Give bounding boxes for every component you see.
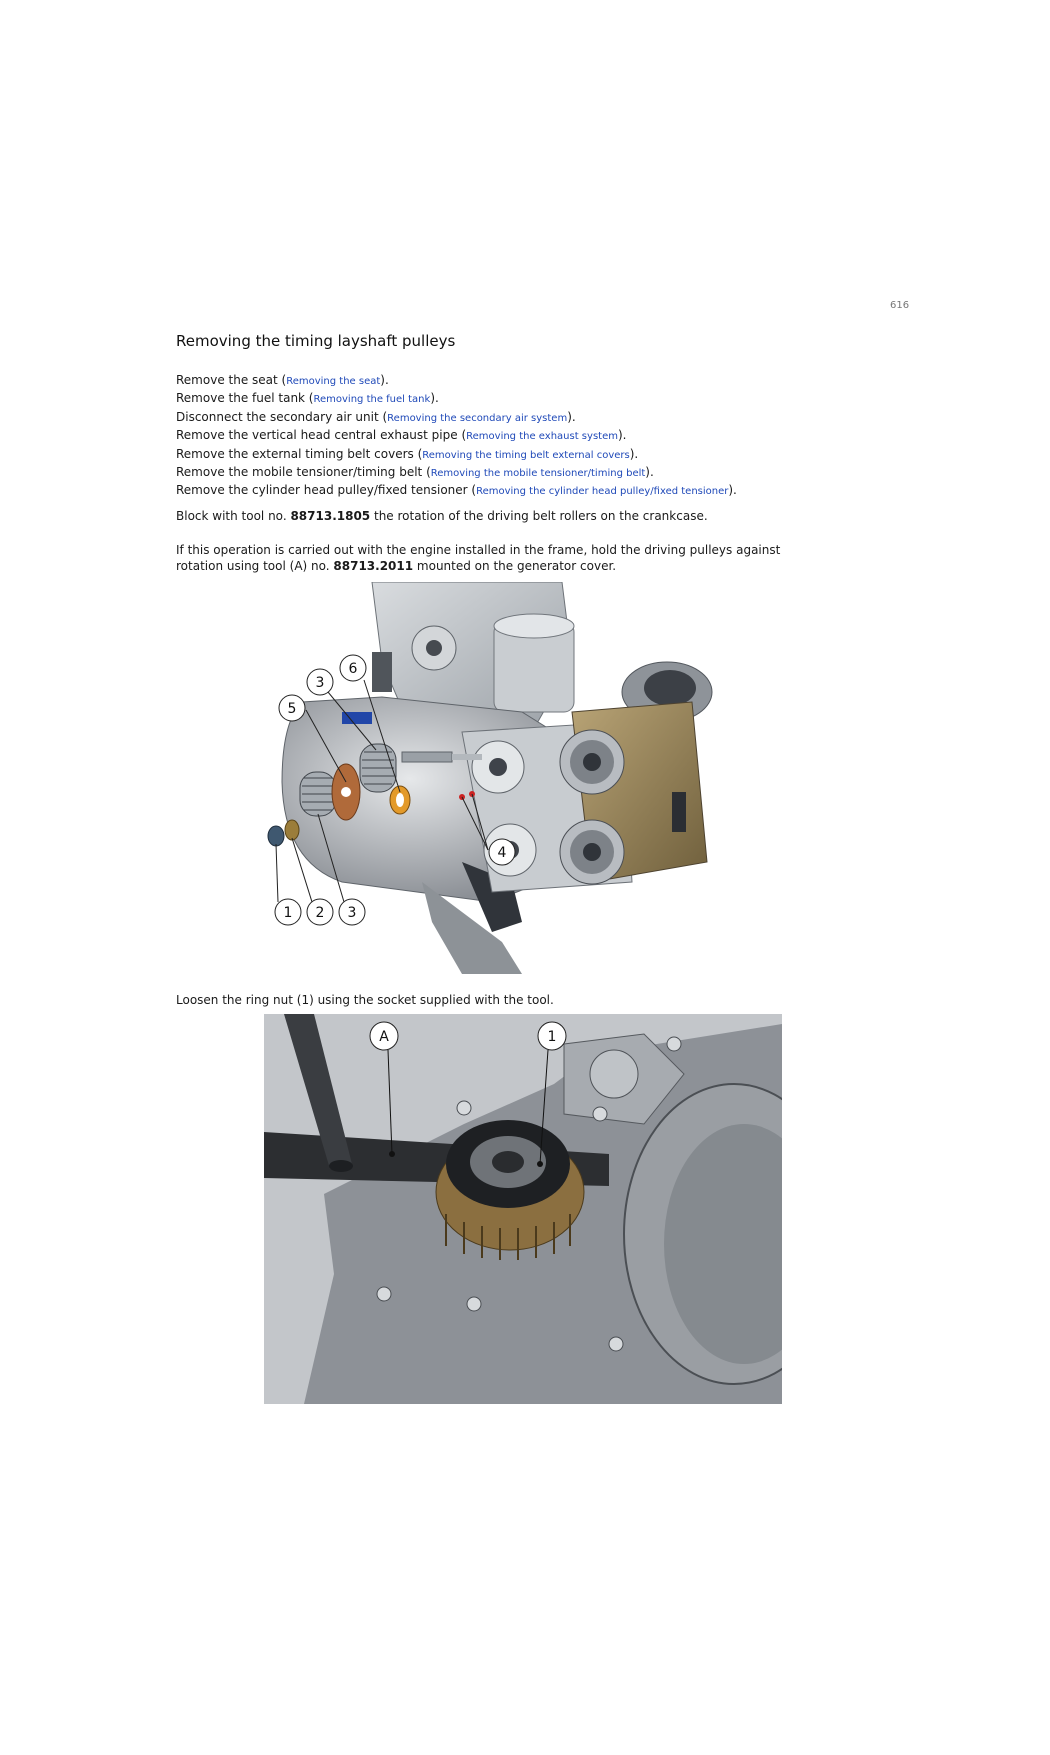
- block-text: Block with tool no.: [176, 509, 291, 523]
- step-suffix: ).: [629, 446, 639, 461]
- step-link[interactable]: Removing the fuel tank: [313, 394, 431, 406]
- step-link[interactable]: Removing the seat: [286, 376, 381, 387]
- step-suffix: ).: [645, 465, 654, 480]
- step-list: [176, 372, 936, 501]
- callout-label: A: [379, 1029, 389, 1045]
- callout-label: 2: [315, 905, 325, 921]
- ring-nut-photo: [264, 1014, 782, 1404]
- callout-label: 1: [283, 905, 293, 921]
- block-paragraph: [176, 508, 936, 524]
- step-item: [176, 409, 936, 427]
- callout-label: 1: [547, 1029, 557, 1045]
- section-title: Removing the timing layshaft pulleys: [176, 332, 456, 350]
- step-text: Remove the seat (: [176, 373, 287, 387]
- step-item: [176, 372, 936, 390]
- callout-label: 3: [347, 905, 357, 921]
- step-link[interactable]: Removing the timing belt external covers: [422, 449, 630, 461]
- block-tool-number: 88713.1805: [290, 509, 371, 523]
- step-item: [176, 482, 936, 500]
- step-suffix: ).: [380, 373, 389, 387]
- step-text: Remove the external timing belt covers (: [176, 446, 423, 461]
- engine-illustration: [262, 582, 774, 974]
- ring-nut-tool-figure: [264, 1014, 782, 1404]
- step-suffix: ).: [567, 409, 576, 424]
- step-text: Remove the fuel tank (: [176, 391, 314, 406]
- page-number: 616: [890, 300, 910, 311]
- step-link[interactable]: Removing the cylinder head pulley/fixed tensioner: [476, 486, 729, 498]
- block-text-end: the rotation of the driving belt rollers on the crankcase.: [370, 509, 708, 523]
- hold-text-end: mounted on the generator cover.: [413, 559, 617, 573]
- step-suffix: ).: [430, 391, 439, 406]
- step-item: [176, 427, 936, 445]
- loosen-paragraph: Loosen the ring nut (1) using the socket supplied with the tool.: [176, 993, 554, 1007]
- step-item: [176, 464, 936, 482]
- step-link[interactable]: Removing the exhaust system: [466, 431, 618, 443]
- callout-label: 5: [287, 701, 297, 717]
- callout-label: 4: [497, 845, 507, 861]
- step-item: [176, 390, 936, 408]
- step-link[interactable]: Removing the secondary air system: [387, 412, 568, 424]
- step-item: [176, 446, 936, 464]
- step-text: Remove the mobile tensioner/timing belt (: [176, 465, 431, 480]
- hold-text: rotation using tool (A) no.: [176, 559, 334, 573]
- step-link[interactable]: Removing the mobile tensioner/timing belt: [430, 468, 646, 480]
- callout-label: 6: [348, 661, 358, 677]
- engine-pulleys-figure: [262, 582, 774, 974]
- step-text: Disconnect the secondary air unit (: [176, 409, 388, 424]
- step-text: Remove the cylinder head pulley/fixed tensioner (: [176, 483, 477, 498]
- hold-tool-number: 88713.2011: [333, 559, 414, 573]
- hold-paragraph: [176, 542, 936, 574]
- step-suffix: ).: [728, 483, 737, 498]
- step-text: Remove the vertical head central exhaust pipe (: [176, 428, 467, 443]
- hold-line-2: [176, 558, 936, 574]
- hold-line-1: If this operation is carried out with the engine installed in the frame, hold the driving pulleys against: [176, 543, 781, 557]
- callout-label: 3: [315, 675, 325, 691]
- step-suffix: ).: [617, 428, 627, 443]
